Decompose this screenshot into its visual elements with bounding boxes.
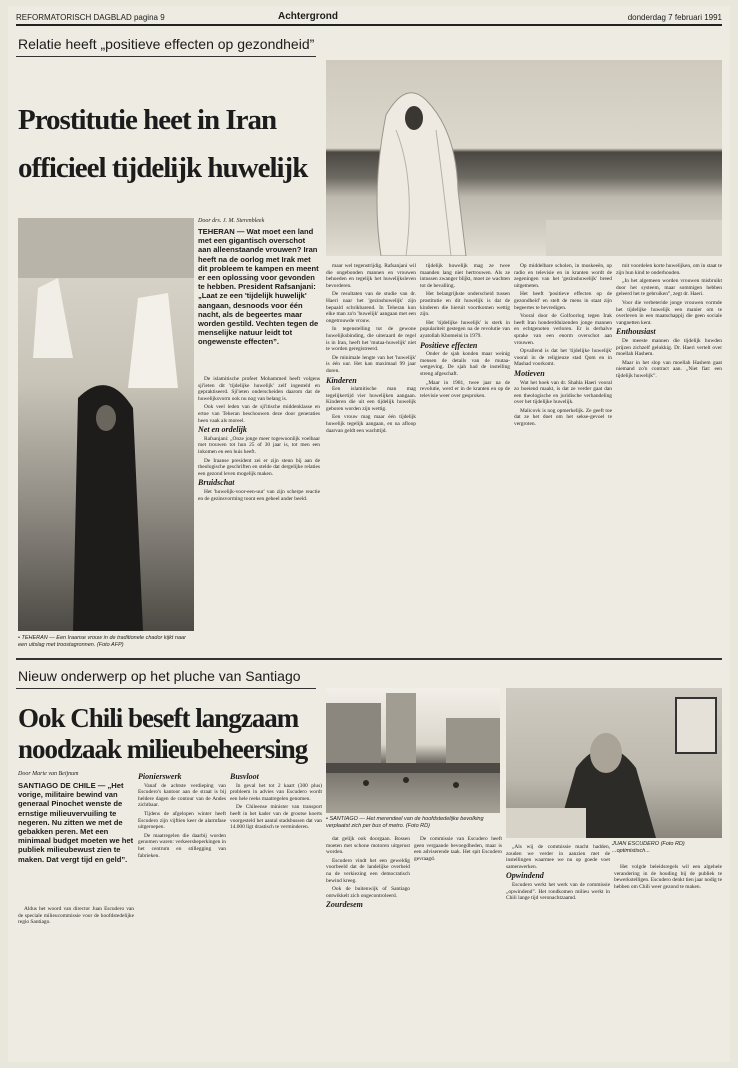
article1-column-3	[420, 263, 510, 646]
paragraph: Aldus het woord van director Juan Escudero van de speciale milieucommissie voor de hoofdstedelijke regio Santiago.	[18, 906, 134, 926]
subhead: Opwindend	[506, 871, 544, 881]
paragraph: Een vrouw mag maar één tijdelijk huwelijk tegelijk aangaan, en na afloop daarvan geldt een wachttijd.	[326, 414, 416, 434]
paragraph: „Maar in 1981, twee jaar na de revolutie, werd er in de kranten en op de televisie weer over gesproken.	[420, 379, 510, 399]
paragraph: Tijdens de afgelopen winter heeft Escudero zijn vijftien keer de alarmfase uitgeroepen.	[138, 810, 226, 831]
article1-column-5	[616, 263, 722, 646]
paragraph: dat gelijk ook doorgaan. Bossen moeten met schone motoren uitgerust worden.	[326, 836, 410, 856]
paragraph: De minimale lengte van het 'huwelijk' is één uur. Het kan maximaal 99 jaar duren.	[326, 354, 416, 374]
paragraph: Onder de sjah konden maar weinig mensen de details van de mutaa-wetgeving. De sjah had de instelling streng afgeschaft.	[420, 351, 510, 377]
paragraph: Het belangrijkste onderscheid tussen prostitutie en dit huwelijk is dat de kinderen die hieruit voortkomen wettig zijn.	[420, 291, 510, 318]
paragraph: Escudero vindt het een geweldig voorbeeld dat de landelijke overheid na de verkiezing een democratisch bewind kreeg.	[326, 857, 410, 884]
paragraph: mit voordelen korte huwelijken, om in staat te zijn hun kind te onderhouden.	[616, 263, 722, 276]
article2-photo1-caption: • SANTIAGO — Het merendeel van de hoofdstedelijke bevolking verplaatst zich per bus of metro. (Foto RD)	[326, 816, 484, 829]
paragraph: Het 'tijdelijke huwelijk' is sterk in populariteit gestegen na de revolutie van ayatollah Khomeini in 1979.	[420, 319, 510, 339]
article2-column-7	[614, 864, 722, 1056]
paragraph: maar wel tegenstrijdig. Rafsanjani wil die ongebonden mannen en vrouwen behoeden en tegelijk het huwelijksleven bevorderen.	[326, 263, 416, 289]
article2-column-1	[18, 906, 134, 1056]
paragraph: In tegenstelling tot de gewone huwelijksbinding, die uiteraard de regel is in Iran, heeft het 'mutaa-huwelijk' niet te worden geregistreerd.	[326, 326, 416, 353]
bride-shop-photo	[18, 218, 194, 631]
subhead: Zourdesem	[326, 900, 363, 910]
article2-column-2	[138, 771, 226, 1056]
paragraph: Maar in het slop van moellah Hashem gaat niemand zo'n contract aan. „Niet fiat: een tijdelijk huwelijk”.	[616, 359, 722, 379]
paragraph: tijdelijk huwelijk mag ze twee maanden lang niet hertrouwen. Als ze intussen zwanger blijkt, moet ze wachten tot de bevalling.	[420, 263, 510, 289]
subhead: Enthousiast	[616, 327, 656, 337]
article1-kicker: Relatie heeft „positieve effecten op gezondheid”	[18, 36, 315, 52]
divider	[16, 688, 316, 689]
paragraph: De resultaten van de studie van dr. Haeri naar het 'gezinshuwelijk' zijn bepaald schrikbarend. In Teheran kon elke man zo'n 'huwelijk' aangaan met een ongetrouwde vrouw.	[326, 291, 416, 324]
juan-escudero-portrait	[506, 688, 722, 838]
article2-column-6	[506, 844, 610, 1056]
paragraph: Het 'huwelijk-voor-een-uur' van zijn scherpe reactie en de gezinsvorming toont een geheel ander beeld.	[198, 488, 320, 502]
article2-headline-line2: noodzaak milieubeheersing	[18, 734, 308, 764]
masthead-paper: REFORMATORISCH DAGBLAD pagina 9	[16, 13, 165, 22]
article2-kicker: Nieuw onderwerp op het pluche van Santiago	[18, 668, 301, 684]
paragraph: „Als wij de commissie macht hadden, zouden we verder in aanzien met de instellingen waarmee we nu op goede voet samenwerken.	[506, 844, 610, 870]
subhead: Busvloot	[230, 772, 259, 781]
article1-headline-line2: officieel tijdelijk huwelijk	[18, 152, 308, 184]
article1-headline-line1: Prostitutie heet in Iran	[18, 104, 277, 136]
masthead-section: Achtergrond	[278, 11, 338, 22]
subhead: Net en ordelijk	[198, 425, 247, 435]
paragraph: Het volgde beleidsregels wil een algehele verandering in de houding bij de publiek te bewerkstelligen. Escudero denkt tien jaar nodig te hebben om Chili weer gezond te maken.	[614, 864, 722, 890]
article2-headline-line1: Ook Chili beseft langzaam	[18, 703, 299, 733]
paragraph: Rafsanjani: „Onze jonge meer togewoonlijk voelbaar met trouwen tot hun 25 of 30 jaar is, tot men een inkomen en een huis heeft.	[198, 435, 320, 455]
paragraph: Escudero werkt het werk van de commissie „opwindend”. Het rondkomen milieu werkt in Chili lange tijd veronachtzaamd.	[506, 881, 610, 902]
paragraph: Een islamitische man mag tegelijkertijd vier huwelijken aangaan. Kinderen die uit een tijdelijk huwelijk geboren worden zijn wettig.	[326, 386, 416, 412]
paragraph: De Chileense minister van transport heeft in het kader van de grootse koerts voorgesteld het aantal stadsbussen dat van 14.000 ligt drastisch te verminderen.	[230, 804, 322, 831]
paragraph: Voor die verbeteride jonge vrouwen vormde het tijdelijke huwelijk een manier om te overleven in een maatschappij die geen sociale vangnetten kent.	[616, 299, 722, 326]
article2-column-5	[414, 836, 502, 1056]
paragraph: In geval het tot 2 kaart (300 plus) probleem in advies van Escudero wordt een hele reeks maatregelen genomen.	[230, 782, 322, 802]
article2-byline: Door Marie van Beijnum	[18, 771, 79, 777]
article2-column-4	[326, 836, 410, 1056]
masthead	[16, 10, 722, 26]
paragraph: Opvallend is dat het 'tijdelijke huwelijk' vooral in de religieuze stad Qom en in Mashad voorkomt.	[514, 348, 612, 368]
subhead: Positieve effecten	[420, 340, 478, 350]
divider	[16, 56, 316, 57]
article1-lead: TEHERAN — Wat moet een land met een gigantisch overschot aan alleenstaande vrouwen? Iran heeft na de oorlog met Irak met dit probleem te kampen en meent er een oplossing voor gevonden te hebben. President Rafsanjani: „Laat ze een 'tijdelijk huwelijk' aangaan, desnoods voor één nacht, als de begeertes maar worden gestild. Vechten tegen de menselijke natuur leidt tot ongewenste effecten”.	[198, 227, 319, 347]
paragraph: Het heeft 'positieve effecten op de gezondheid' en stelt de mens in staat zijn begeertes te bevredigen.	[514, 291, 612, 311]
paragraph: Ook veel leden van de sji'itische middenklasse en ertoe van Teheran beschouwen deze door generaties heen vaak als moreel.	[198, 404, 320, 424]
paragraph: Op middelbare scholen, in moskeeën, op radio en televisie en in kranten wordt de zegeningen van het 'gezinshuwelijk' breed uitgemeten.	[514, 263, 612, 289]
paragraph: De islamitische profeet Mohammed heeft volgens sji'ieten dit 'tijdelijke huwelijk' zelf ingesteld en gepraktiseerd. Sji'ieten onderscheiden daarom dat de huwelijksvorm ook nu nog van belang is.	[198, 376, 320, 402]
article1-photo-caption: • TEHERAN — Een Iraanse vrouw in de traditionele chador kijkt naar een uitslag met troostagronnen. (Foto AFP)	[18, 635, 186, 648]
chador-photo	[326, 60, 722, 256]
paragraph: Ook de buitenwijk of Santiago ontwikkelt zich ongecontroleerd.	[326, 886, 410, 899]
paragraph: De commissie van Escudero heeft geen vergaande bevoegdheden, maar is een adviserende taak. Het spit Escudero gevraagd.	[414, 836, 502, 862]
masthead-date: donderdag 7 februari 1991	[627, 13, 722, 22]
article1-column-4	[514, 263, 612, 646]
paragraph: De maatregelen die daarbij worden genomen waren: verkeersbeperkingen in het centrum en stillegging van fabrieken.	[138, 832, 226, 859]
newspaper-page	[8, 6, 730, 1062]
paragraph: De Iraanse president zei er zijn steun bij aan de theologische geschriften en stelde dat dergelijke relaties een gezond leven mogelijk maken.	[198, 457, 320, 477]
santiago-street-photo	[326, 688, 500, 813]
article2-column-3	[230, 771, 322, 1056]
subhead: Bruidschat	[198, 478, 235, 488]
paragraph: Vooral door de Golfoorlog tegen Irak heeft Iran honderdduizenden jonge mannen en echtgenoten verloren. Er is derhalve sprake van een enorm overschot aan vrouwen.	[514, 313, 612, 346]
article1-column-1	[198, 376, 320, 646]
section-divider	[16, 658, 722, 660]
article1-byline: Door drs. J. M. Sterenbleek	[198, 218, 265, 224]
paragraph: De meeste mannen die tijdelijk huwden prijzen zichzelf gelukkig. Dr. Haeri vertelt over moellah Hashem.	[616, 337, 722, 358]
paragraph: „In het algemeen worden vrouwen misbruikt door het systeem, maar sommigen hebben geleerd het te gebruiken”, zegt dr. Haeri.	[616, 278, 722, 298]
subhead: Motieven	[514, 368, 545, 378]
subhead: Kinderen	[326, 375, 357, 385]
article1-column-2	[326, 263, 416, 646]
article2-lead: SANTIAGO DE CHILE — „Het vorige, militaire bewind van generaal Pinochet wenste de ernstige milieuvervuiling te negeren. Nu zitten we met de gebakken peren. Met een minimaal budget moeten we het publiek milieubewust zien te maken. Dat vergt tijd en geld”.	[18, 781, 134, 864]
subhead: Pionierswerk	[138, 772, 182, 781]
paragraph: Vanaf de achtste verdieping van Escudero's kantoor aan de straat is bij heldere dagen de contour van de Andes zichtbaar.	[138, 782, 226, 809]
article2-photo2-caption: JUAN ESCUDERO (Foto RD) ...optimistisch...	[612, 841, 685, 854]
paragraph: Wat het hoek van dr. Shahla Haeri vooral zo boeiend maakt, is dat ze verder gaat dan een theologische en juridische verhandeling over het tijdelijke huwelijk.	[514, 379, 612, 406]
paragraph: Malicovk is nog opmerkelijk. Ze geeft toe dat ze het doet om het sekse-gevoel te vergroten.	[514, 407, 612, 428]
